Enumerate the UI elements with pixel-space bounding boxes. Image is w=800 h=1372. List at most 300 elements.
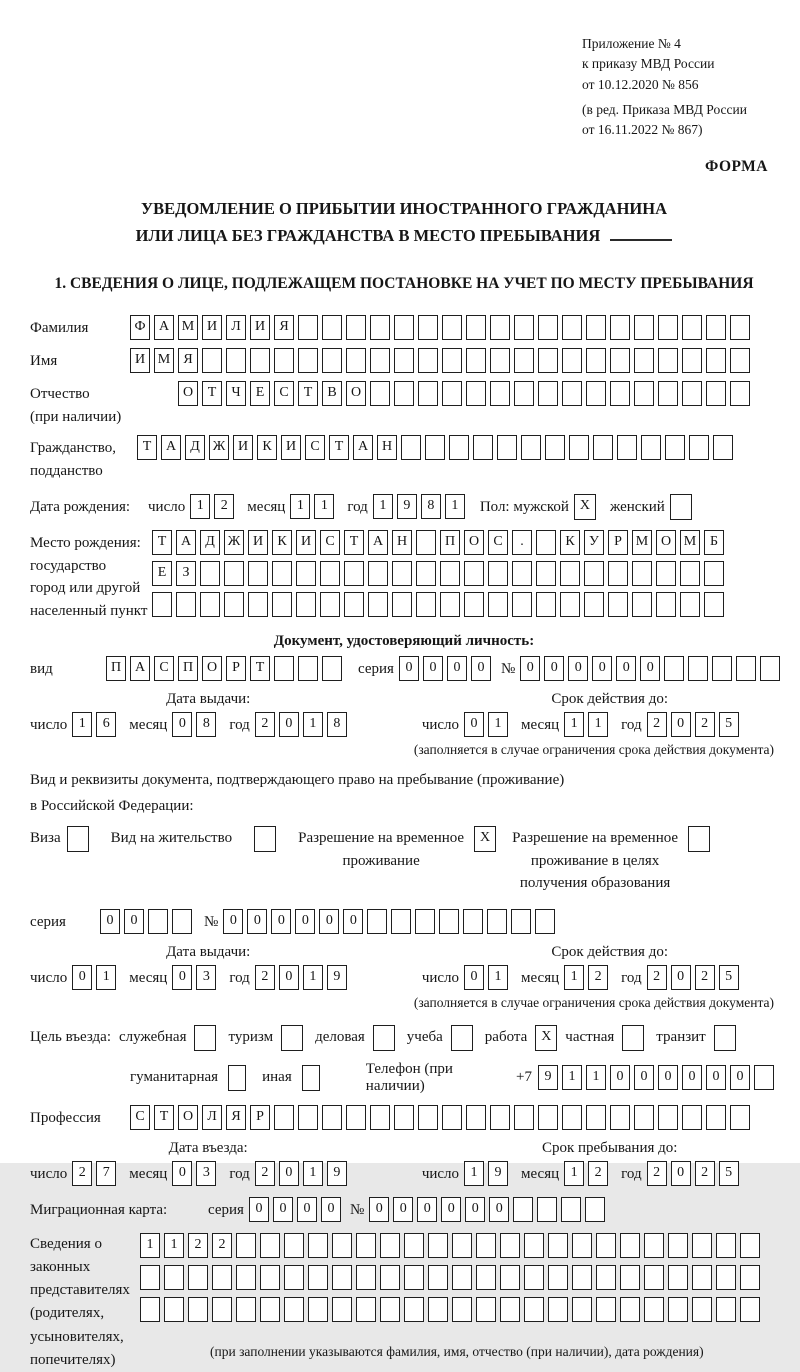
char-cell[interactable]: [562, 315, 582, 340]
char-cell[interactable]: [586, 315, 606, 340]
char-cell[interactable]: Т: [298, 381, 318, 406]
char-cell[interactable]: [272, 561, 292, 586]
char-cell[interactable]: [236, 1233, 256, 1258]
char-cell[interactable]: 0: [610, 1065, 630, 1090]
char-cell[interactable]: [706, 1105, 726, 1130]
char-cell[interactable]: [284, 1233, 304, 1258]
char-cell[interactable]: [538, 381, 558, 406]
visa-checkbox[interactable]: [67, 826, 89, 852]
char-cell[interactable]: [392, 592, 412, 617]
char-cell[interactable]: Д: [200, 530, 220, 555]
char-cell[interactable]: [490, 1105, 510, 1130]
char-cell[interactable]: Т: [344, 530, 364, 555]
char-cell[interactable]: [356, 1265, 376, 1290]
char-cell[interactable]: 0: [441, 1197, 461, 1222]
char-cell[interactable]: [440, 592, 460, 617]
char-cell[interactable]: М: [632, 530, 652, 555]
char-cell[interactable]: [584, 592, 604, 617]
char-cell[interactable]: [596, 1233, 616, 1258]
doc-kind-cells[interactable]: [106, 656, 346, 681]
char-cell[interactable]: [488, 592, 508, 617]
char-cell[interactable]: [415, 909, 435, 934]
char-cell[interactable]: [634, 1105, 654, 1130]
migration-number-cells[interactable]: [369, 1197, 609, 1222]
permit-expiry-day-cells[interactable]: [464, 965, 512, 990]
char-cell[interactable]: [536, 530, 556, 555]
char-cell[interactable]: 0: [279, 965, 299, 990]
char-cell[interactable]: [370, 381, 390, 406]
char-cell[interactable]: [617, 435, 637, 460]
char-cell[interactable]: 8: [421, 494, 441, 519]
char-cell[interactable]: [716, 1233, 736, 1258]
surname-cells[interactable]: [130, 315, 754, 340]
char-cell[interactable]: [490, 348, 510, 373]
char-cell[interactable]: 0: [671, 965, 691, 990]
char-cell[interactable]: 5: [719, 712, 739, 737]
char-cell[interactable]: [490, 315, 510, 340]
char-cell[interactable]: [464, 592, 484, 617]
char-cell[interactable]: Я: [274, 315, 294, 340]
char-cell[interactable]: 1: [586, 1065, 606, 1090]
char-cell[interactable]: [404, 1297, 424, 1322]
char-cell[interactable]: [152, 592, 172, 617]
char-cell[interactable]: 1: [588, 712, 608, 737]
char-cell[interactable]: [212, 1297, 232, 1322]
char-cell[interactable]: 3: [196, 1161, 216, 1186]
char-cell[interactable]: [500, 1265, 520, 1290]
char-cell[interactable]: 1: [464, 1161, 484, 1186]
char-cell[interactable]: [500, 1297, 520, 1322]
char-cell[interactable]: А: [161, 435, 181, 460]
char-cell[interactable]: .: [512, 530, 532, 555]
char-cell[interactable]: [442, 315, 462, 340]
char-cell[interactable]: М: [680, 530, 700, 555]
char-cell[interactable]: [490, 381, 510, 406]
birth-year-cells[interactable]: [373, 494, 469, 519]
char-cell[interactable]: [380, 1233, 400, 1258]
char-cell[interactable]: [596, 1265, 616, 1290]
char-cell[interactable]: [224, 561, 244, 586]
char-cell[interactable]: 1: [72, 712, 92, 737]
char-cell[interactable]: 0: [464, 965, 484, 990]
char-cell[interactable]: [473, 435, 493, 460]
char-cell[interactable]: [632, 561, 652, 586]
char-cell[interactable]: [620, 1233, 640, 1258]
char-cell[interactable]: [730, 348, 750, 373]
char-cell[interactable]: 2: [588, 1161, 608, 1186]
char-cell[interactable]: [346, 348, 366, 373]
char-cell[interactable]: 1: [564, 712, 584, 737]
char-cell[interactable]: У: [584, 530, 604, 555]
char-cell[interactable]: [548, 1265, 568, 1290]
char-cell[interactable]: 0: [172, 712, 192, 737]
char-cell[interactable]: [356, 1233, 376, 1258]
char-cell[interactable]: [682, 315, 702, 340]
char-cell[interactable]: [298, 315, 318, 340]
char-cell[interactable]: 1: [164, 1233, 184, 1258]
char-cell[interactable]: Б: [704, 530, 724, 555]
char-cell[interactable]: [202, 348, 222, 373]
char-cell[interactable]: [562, 1105, 582, 1130]
char-cell[interactable]: [344, 592, 364, 617]
purpose-other-checkbox[interactable]: [302, 1065, 320, 1091]
char-cell[interactable]: [367, 909, 387, 934]
purpose-transit-checkbox[interactable]: [714, 1025, 736, 1051]
permit-number-cells[interactable]: [223, 909, 559, 934]
birth-month-cells[interactable]: [290, 494, 338, 519]
char-cell[interactable]: И: [296, 530, 316, 555]
char-cell[interactable]: [394, 315, 414, 340]
char-cell[interactable]: 0: [592, 656, 612, 681]
char-cell[interactable]: М: [154, 348, 174, 373]
char-cell[interactable]: И: [233, 435, 253, 460]
char-cell[interactable]: [535, 909, 555, 934]
char-cell[interactable]: 1: [564, 1161, 584, 1186]
char-cell[interactable]: Я: [226, 1105, 246, 1130]
purpose-private-checkbox[interactable]: [622, 1025, 644, 1051]
char-cell[interactable]: Л: [202, 1105, 222, 1130]
char-cell[interactable]: [754, 1065, 774, 1090]
char-cell[interactable]: С: [305, 435, 325, 460]
char-cell[interactable]: Е: [250, 381, 270, 406]
char-cell[interactable]: 2: [588, 965, 608, 990]
char-cell[interactable]: И: [202, 315, 222, 340]
stay-day-cells[interactable]: [464, 1161, 512, 1186]
profession-cells[interactable]: [130, 1105, 754, 1130]
char-cell[interactable]: О: [656, 530, 676, 555]
char-cell[interactable]: [172, 909, 192, 934]
char-cell[interactable]: 9: [397, 494, 417, 519]
char-cell[interactable]: [332, 1233, 352, 1258]
char-cell[interactable]: [524, 1265, 544, 1290]
char-cell[interactable]: 1: [290, 494, 310, 519]
char-cell[interactable]: [140, 1297, 160, 1322]
char-cell[interactable]: [416, 530, 436, 555]
char-cell[interactable]: [176, 592, 196, 617]
char-cell[interactable]: [680, 592, 700, 617]
char-cell[interactable]: 1: [562, 1065, 582, 1090]
char-cell[interactable]: [521, 435, 541, 460]
char-cell[interactable]: [464, 561, 484, 586]
char-cell[interactable]: [452, 1233, 472, 1258]
char-cell[interactable]: 0: [658, 1065, 678, 1090]
char-cell[interactable]: 0: [544, 656, 564, 681]
char-cell[interactable]: [586, 348, 606, 373]
doc-series-cells[interactable]: [399, 656, 495, 681]
residence-permit-checkbox[interactable]: [254, 826, 276, 852]
char-cell[interactable]: 0: [640, 656, 660, 681]
char-cell[interactable]: [320, 561, 340, 586]
char-cell[interactable]: Н: [392, 530, 412, 555]
char-cell[interactable]: [370, 1105, 390, 1130]
doc-issue-month-cells[interactable]: [172, 712, 220, 737]
char-cell[interactable]: 9: [538, 1065, 558, 1090]
char-cell[interactable]: [404, 1233, 424, 1258]
char-cell[interactable]: 2: [647, 965, 667, 990]
char-cell[interactable]: [716, 1297, 736, 1322]
char-cell[interactable]: 0: [399, 656, 419, 681]
char-cell[interactable]: [380, 1265, 400, 1290]
char-cell[interactable]: Л: [226, 315, 246, 340]
char-cell[interactable]: 0: [223, 909, 243, 934]
male-checkbox[interactable]: X: [574, 494, 596, 520]
char-cell[interactable]: [140, 1265, 160, 1290]
char-cell[interactable]: 8: [327, 712, 347, 737]
char-cell[interactable]: [466, 315, 486, 340]
char-cell[interactable]: [656, 592, 676, 617]
char-cell[interactable]: К: [272, 530, 292, 555]
temp-residence-education-checkbox[interactable]: [688, 826, 710, 852]
char-cell[interactable]: Т: [154, 1105, 174, 1130]
char-cell[interactable]: 0: [271, 909, 291, 934]
char-cell[interactable]: [537, 1197, 557, 1222]
char-cell[interactable]: 0: [417, 1197, 437, 1222]
char-cell[interactable]: [449, 435, 469, 460]
char-cell[interactable]: [332, 1265, 352, 1290]
char-cell[interactable]: 2: [647, 1161, 667, 1186]
char-cell[interactable]: [212, 1265, 232, 1290]
char-cell[interactable]: [538, 315, 558, 340]
char-cell[interactable]: [200, 561, 220, 586]
char-cell[interactable]: [248, 592, 268, 617]
char-cell[interactable]: 0: [568, 656, 588, 681]
char-cell[interactable]: [308, 1265, 328, 1290]
char-cell[interactable]: А: [154, 315, 174, 340]
migration-series-cells[interactable]: [249, 1197, 345, 1222]
char-cell[interactable]: А: [353, 435, 373, 460]
char-cell[interactable]: О: [178, 381, 198, 406]
char-cell[interactable]: З: [176, 561, 196, 586]
char-cell[interactable]: 8: [196, 712, 216, 737]
char-cell[interactable]: [380, 1297, 400, 1322]
char-cell[interactable]: 0: [447, 656, 467, 681]
char-cell[interactable]: [634, 315, 654, 340]
char-cell[interactable]: [692, 1265, 712, 1290]
char-cell[interactable]: [561, 1197, 581, 1222]
char-cell[interactable]: [322, 348, 342, 373]
char-cell[interactable]: [476, 1233, 496, 1258]
char-cell[interactable]: А: [130, 656, 150, 681]
char-cell[interactable]: [274, 1105, 294, 1130]
char-cell[interactable]: [512, 561, 532, 586]
char-cell[interactable]: 0: [279, 712, 299, 737]
char-cell[interactable]: [418, 381, 438, 406]
char-cell[interactable]: [610, 348, 630, 373]
char-cell[interactable]: [641, 435, 661, 460]
char-cell[interactable]: [572, 1265, 592, 1290]
char-cell[interactable]: [586, 381, 606, 406]
char-cell[interactable]: 0: [273, 1197, 293, 1222]
char-cell[interactable]: Р: [226, 656, 246, 681]
char-cell[interactable]: [610, 1105, 630, 1130]
char-cell[interactable]: П: [440, 530, 460, 555]
char-cell[interactable]: [476, 1297, 496, 1322]
char-cell[interactable]: 0: [682, 1065, 702, 1090]
char-cell[interactable]: [656, 561, 676, 586]
temp-residence-checkbox[interactable]: X: [474, 826, 496, 852]
char-cell[interactable]: [704, 592, 724, 617]
permit-expiry-month-cells[interactable]: [564, 965, 612, 990]
char-cell[interactable]: [513, 1197, 533, 1222]
purpose-business-checkbox[interactable]: [373, 1025, 395, 1051]
char-cell[interactable]: Т: [137, 435, 157, 460]
char-cell[interactable]: [736, 656, 756, 681]
char-cell[interactable]: 1: [445, 494, 465, 519]
char-cell[interactable]: [538, 1105, 558, 1130]
char-cell[interactable]: [404, 1265, 424, 1290]
char-cell[interactable]: Т: [152, 530, 172, 555]
char-cell[interactable]: 0: [465, 1197, 485, 1222]
char-cell[interactable]: [740, 1233, 760, 1258]
char-cell[interactable]: [511, 909, 531, 934]
char-cell[interactable]: 0: [471, 656, 491, 681]
char-cell[interactable]: [296, 592, 316, 617]
char-cell[interactable]: 0: [616, 656, 636, 681]
char-cell[interactable]: [272, 592, 292, 617]
char-cell[interactable]: 6: [96, 712, 116, 737]
purpose-humanitarian-checkbox[interactable]: [228, 1065, 246, 1091]
entry-month-cells[interactable]: [172, 1161, 220, 1186]
char-cell[interactable]: 2: [695, 712, 715, 737]
char-cell[interactable]: [428, 1233, 448, 1258]
char-cell[interactable]: 0: [72, 965, 92, 990]
char-cell[interactable]: [188, 1297, 208, 1322]
char-cell[interactable]: Т: [329, 435, 349, 460]
char-cell[interactable]: [562, 381, 582, 406]
char-cell[interactable]: [442, 1105, 462, 1130]
char-cell[interactable]: М: [178, 315, 198, 340]
char-cell[interactable]: [706, 315, 726, 340]
char-cell[interactable]: [346, 1105, 366, 1130]
char-cell[interactable]: 2: [188, 1233, 208, 1258]
char-cell[interactable]: [164, 1265, 184, 1290]
char-cell[interactable]: [250, 348, 270, 373]
char-cell[interactable]: [688, 656, 708, 681]
char-cell[interactable]: [416, 561, 436, 586]
char-cell[interactable]: [466, 348, 486, 373]
char-cell[interactable]: [634, 348, 654, 373]
char-cell[interactable]: Н: [377, 435, 397, 460]
permit-issue-month-cells[interactable]: [172, 965, 220, 990]
char-cell[interactable]: [148, 909, 168, 934]
char-cell[interactable]: [497, 435, 517, 460]
char-cell[interactable]: [682, 1105, 702, 1130]
char-cell[interactable]: [658, 381, 678, 406]
doc-expiry-month-cells[interactable]: [564, 712, 612, 737]
char-cell[interactable]: 1: [303, 1161, 323, 1186]
char-cell[interactable]: [476, 1265, 496, 1290]
char-cell[interactable]: [236, 1265, 256, 1290]
char-cell[interactable]: [572, 1233, 592, 1258]
char-cell[interactable]: И: [248, 530, 268, 555]
char-cell[interactable]: [500, 1233, 520, 1258]
char-cell[interactable]: [658, 1105, 678, 1130]
char-cell[interactable]: 0: [319, 909, 339, 934]
char-cell[interactable]: 2: [255, 1161, 275, 1186]
char-cell[interactable]: 7: [96, 1161, 116, 1186]
char-cell[interactable]: 1: [140, 1233, 160, 1258]
char-cell[interactable]: [416, 592, 436, 617]
char-cell[interactable]: [298, 1105, 318, 1130]
char-cell[interactable]: 1: [303, 965, 323, 990]
char-cell[interactable]: [760, 656, 780, 681]
char-cell[interactable]: [452, 1297, 472, 1322]
char-cell[interactable]: 0: [706, 1065, 726, 1090]
char-cell[interactable]: [260, 1265, 280, 1290]
char-cell[interactable]: [332, 1297, 352, 1322]
char-cell[interactable]: И: [281, 435, 301, 460]
char-cell[interactable]: [706, 348, 726, 373]
char-cell[interactable]: [740, 1297, 760, 1322]
char-cell[interactable]: [200, 592, 220, 617]
char-cell[interactable]: 9: [327, 965, 347, 990]
birth-place-line2[interactable]: [152, 561, 728, 586]
char-cell[interactable]: Д: [185, 435, 205, 460]
char-cell[interactable]: 2: [695, 965, 715, 990]
char-cell[interactable]: 5: [719, 965, 739, 990]
char-cell[interactable]: [682, 348, 702, 373]
char-cell[interactable]: Т: [250, 656, 270, 681]
char-cell[interactable]: [713, 435, 733, 460]
char-cell[interactable]: [308, 1297, 328, 1322]
char-cell[interactable]: 1: [488, 965, 508, 990]
char-cell[interactable]: Я: [178, 348, 198, 373]
doc-expiry-day-cells[interactable]: [464, 712, 512, 737]
char-cell[interactable]: И: [250, 315, 270, 340]
char-cell[interactable]: 0: [489, 1197, 509, 1222]
char-cell[interactable]: [545, 435, 565, 460]
char-cell[interactable]: [538, 348, 558, 373]
char-cell[interactable]: 1: [564, 965, 584, 990]
phone-cells[interactable]: [538, 1065, 778, 1090]
char-cell[interactable]: О: [464, 530, 484, 555]
char-cell[interactable]: 0: [172, 965, 192, 990]
char-cell[interactable]: [488, 561, 508, 586]
char-cell[interactable]: 3: [196, 965, 216, 990]
char-cell[interactable]: 0: [393, 1197, 413, 1222]
char-cell[interactable]: 2: [212, 1233, 232, 1258]
birth-place-line1[interactable]: [152, 530, 728, 555]
char-cell[interactable]: [596, 1297, 616, 1322]
char-cell[interactable]: [664, 656, 684, 681]
char-cell[interactable]: С: [320, 530, 340, 555]
char-cell[interactable]: 1: [314, 494, 334, 519]
char-cell[interactable]: [562, 348, 582, 373]
char-cell[interactable]: [610, 381, 630, 406]
char-cell[interactable]: [274, 656, 294, 681]
char-cell[interactable]: [512, 592, 532, 617]
birth-day-cells[interactable]: [190, 494, 238, 519]
char-cell[interactable]: Р: [608, 530, 628, 555]
char-cell[interactable]: 0: [321, 1197, 341, 1222]
char-cell[interactable]: 0: [730, 1065, 750, 1090]
char-cell[interactable]: 1: [190, 494, 210, 519]
char-cell[interactable]: [188, 1265, 208, 1290]
char-cell[interactable]: [620, 1265, 640, 1290]
char-cell[interactable]: [514, 1105, 534, 1130]
female-checkbox[interactable]: [670, 494, 692, 520]
char-cell[interactable]: [668, 1297, 688, 1322]
representatives-line2[interactable]: [140, 1265, 764, 1290]
char-cell[interactable]: Ж: [224, 530, 244, 555]
char-cell[interactable]: [428, 1265, 448, 1290]
char-cell[interactable]: [730, 1105, 750, 1130]
char-cell[interactable]: [274, 348, 294, 373]
char-cell[interactable]: 0: [100, 909, 120, 934]
char-cell[interactable]: [439, 909, 459, 934]
char-cell[interactable]: 2: [72, 1161, 92, 1186]
char-cell[interactable]: [668, 1265, 688, 1290]
